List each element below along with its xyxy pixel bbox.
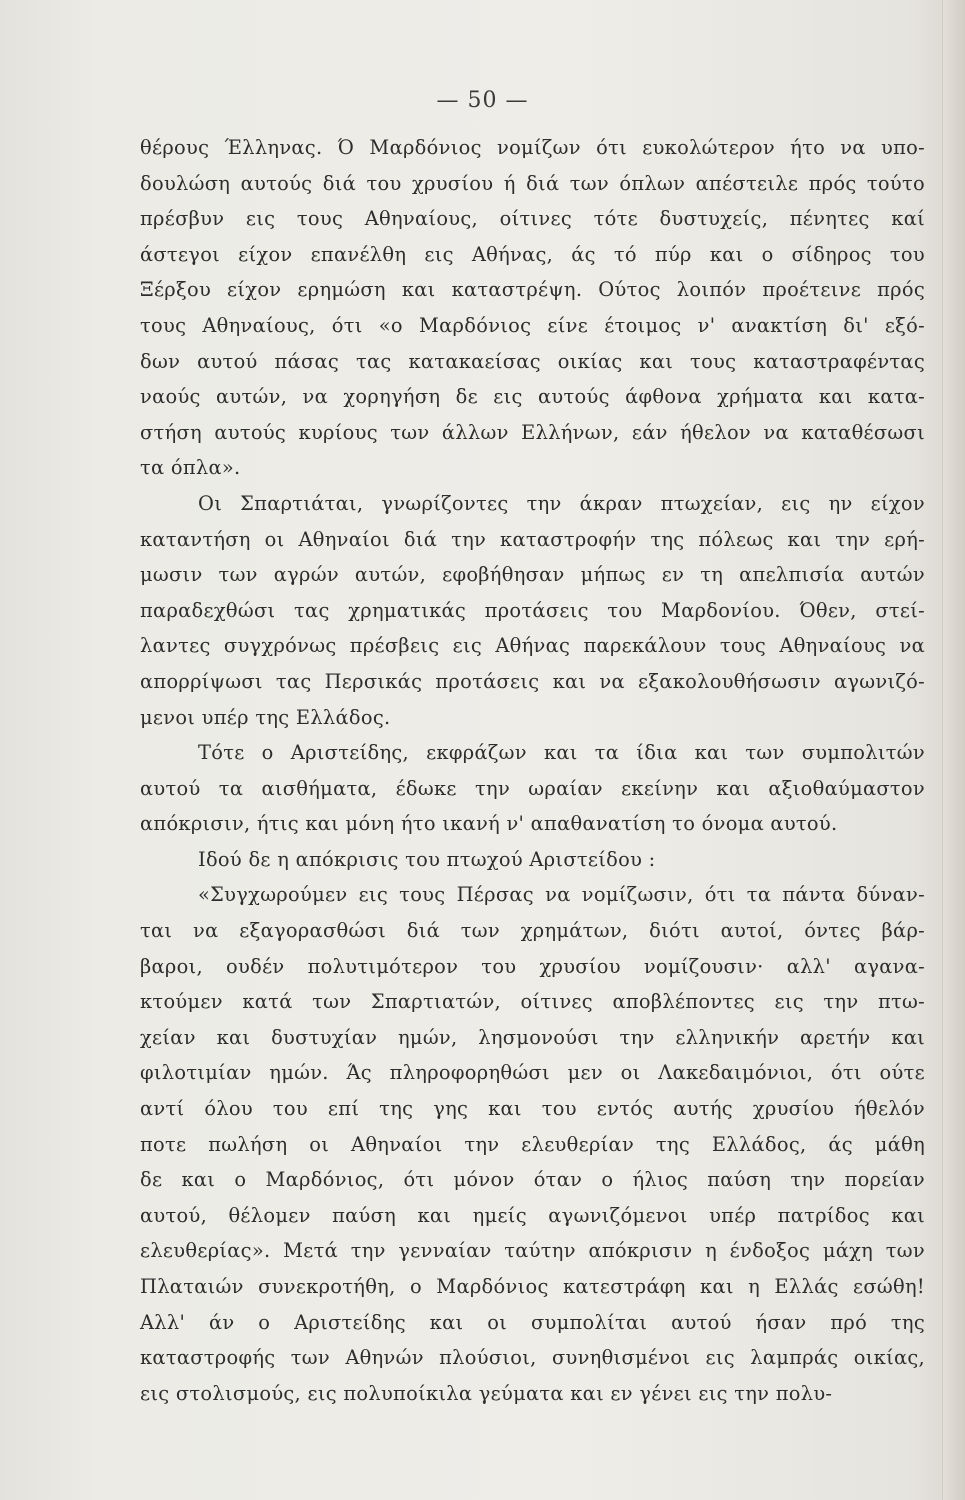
text-line: εις στολισμούς, εις πολυποίκιλα γεύματα και εν γένει εις την πολυ- — [140, 1381, 833, 1405]
text-line: παραδεχθώσι τας χρηματικάς προτάσεις του Μαρδονίου. Όθεν, στεί- — [140, 598, 925, 622]
text-line: ποτε πωλήση οι Αθηναίοι την ελευθερίαν της Ελλάδος, άς μάθη — [140, 1132, 925, 1156]
text-line: ται να εξαγορασθώσι διά των χρημάτων, διότι αυτοί, όντες βάρ- — [140, 919, 925, 943]
text-line: Ξέρξου είχον ερημώση και καταστρέψη. Ούτος λοιπόν προέτεινε πρός — [140, 278, 925, 302]
text-line: Αλλ' άν ο Αριστείδης και οι συμπολίται αυτού ήσαν πρό της — [140, 1310, 925, 1334]
text-line: άστεγοι είχον επανέλθη εις Αθήνας, άς τό πύρ και ο σίδηρος του — [140, 242, 925, 266]
text-line: λαντες συγχρόνως πρέσβεις εις Αθήνας παρεκάλουν τους Αθηναίους να — [140, 634, 925, 658]
text-line: καταστροφής των Αθηνών πλούσιοι, συνηθισμένοι εις λαμπράς οικίας, — [140, 1346, 925, 1370]
page-number: — 50 — — [436, 88, 529, 113]
text-line: απόκρισιν, ήτις και μόνη ήτο ικανή ν' απαθανατίση το όνομα αυτού. — [140, 812, 838, 836]
text-line: δουλώση αυτούς διά του χρυσίου ή διά των όπλων απέστειλε πρός τούτο — [140, 171, 925, 195]
text-line: κτούμεν κατά των Σπαρτιατών, οίτινες αποβλέποντες εις την πτω- — [140, 990, 925, 1014]
text-line: θέρους Έλληνας. Ό Μαρδόνιος νομίζων ότι ευκολώτερον ήτο να υπο- — [140, 136, 925, 159]
text-line: πρέσβυν εις τους Αθηναίους, οίτινες τότε δυστυχείς, πένητες καί — [140, 207, 925, 231]
text-line: ελευθερίας». Μετά την γενναίαν ταύτην απόκρισιν η ένδοξος μάχη των — [140, 1239, 925, 1263]
page-edge-shadow — [942, 0, 965, 1500]
text-line: αντί όλου του επί της γης και του εντός αυτής χρυσίου ήθελόν — [140, 1097, 925, 1121]
text-line: τα όπλα». — [140, 456, 241, 480]
text-line: φιλοτιμίαν ημών. Άς πληροφορηθώσι μεν οι Λακεδαιμόνιοι, ότι ούτε — [140, 1061, 925, 1085]
text-line: δε και ο Μαρδόνιος, ότι μόνον όταν ο ήλιος παύση την πορείαν — [140, 1168, 925, 1192]
text-line: χείαν και δυστυχίαν ημών, λησμονούσι την ελληνικήν αρετήν και — [140, 1025, 925, 1049]
text-line: αυτού τα αισθήματα, έδωκε την ωραίαν εκείνην και αξιοθαύμαστον — [140, 776, 925, 800]
text-line: ναούς αυτών, να χορηγήση δε εις αυτούς άφθονα χρήματα και κατα- — [140, 385, 925, 409]
text-line: μενοι υπέρ της Ελλάδος. — [140, 705, 391, 729]
text-line: μωσιν των αγρών αυτών, εφοβήθησαν μήπως εν τη απελπισία αυτών — [140, 563, 925, 587]
text-line: Τότε ο Αριστείδης, εκφράζων και τα ίδια και των συμπολιτών — [198, 741, 925, 765]
text-line: τους Αθηναίους, ότι «ο Μαρδόνιος είνε έτοιμος ν' ανακτίση δι' εξό- — [140, 313, 925, 337]
text-line: αυτού, θέλομεν παύση και ημείς αγωνιζόμενοι υπέρ πατρίδος και — [140, 1203, 925, 1227]
body-text — [140, 130, 925, 1411]
text-line: καταντήση οι Αθηναίοι διά την καταστροφήν της πόλεως και την ερή- — [140, 527, 925, 551]
text-line: Ιδού δε η απόκρισις του πτωχού Αριστείδου : — [198, 847, 656, 871]
text-line: δων αυτού πάσας τας κατακαείσας οικίας και τους καταστραφέντας — [140, 349, 925, 373]
text-line: Πλαταιών συνεκροτήθη, ο Μαρδόνιος κατεστράφη και η Ελλάς εσώθη! — [140, 1275, 925, 1298]
text-line: στήση αυτούς κυρίους των άλλων Ελλήνων, εάν ήθελον να καταθέσωσι — [140, 420, 925, 444]
text-line: απορρίψωσι τας Περσικάς προτάσεις και να εξακολουθήσωσιν αγωνιζό- — [140, 669, 925, 693]
text-line: «Συγχωρούμεν εις τους Πέρσας να νομίζωσιν, ότι τα πάντα δύναν- — [198, 883, 925, 907]
text-line: Οι Σπαρτιάται, γνωρίζοντες την άκραν πτωχείαν, εις ην είχον — [198, 491, 925, 515]
text-line: βαροι, ουδέν πολυτιμότερον του χρυσίου νομίζουσιν· αλλ' αγανα- — [140, 954, 925, 978]
